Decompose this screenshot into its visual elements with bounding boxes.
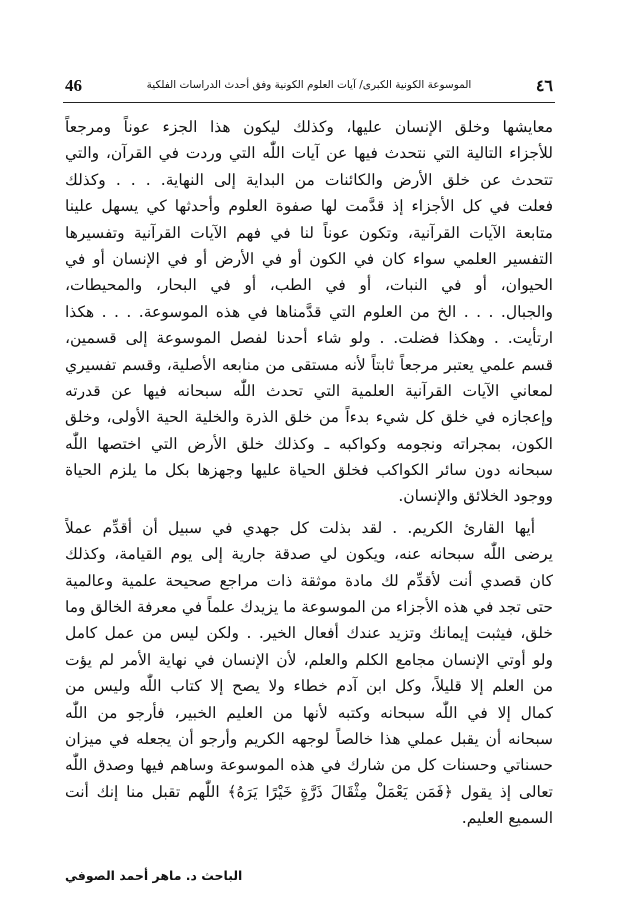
text-line: ووجود الخلائق والإنسان.	[398, 487, 553, 506]
text-line: ولو أوتي الإنسان مجامع الكلم والعلم، لأن الإنسان في نهاية الأمر لم يؤت	[65, 650, 553, 669]
text-line: والجبال. . . . الخ من العلوم التي قدَّمناها في هذه الموسوعة. . . . هكذا	[65, 302, 553, 321]
paragraph	[65, 114, 553, 510]
text-line: لمعاني الآيات القرآنية العلمية التي تحدث اللّٰه سبحانه فيها عن قدرته	[65, 381, 553, 400]
text-line: الكون، بمجراته ونجومه وكواكبه ـ وكذلك خلق الأرض التي اختصها اللّٰه	[65, 434, 553, 453]
text-line: حسناتي وحسنات كل من شارك في هذه الموسوعة وساهم فيها وصدق اللّٰه	[65, 756, 553, 775]
text-line: فعلت في كل الأجزاء إذ قدَّمت لها صفوة العلوم وأحدثها كي يسهل علينا	[65, 197, 553, 216]
text-line: تعالى إذ يقول ﴿فَمَن يَعْمَلْ مِثْقَالَ ذَرَّةٍ خَيْرًا يَرَهُ﴾ اللّٰهم تقبل منا إنك أنت	[65, 782, 553, 801]
paragraph	[65, 515, 553, 832]
text-line: قسم علمي يعتبر مرجعاً ثابتاً لأنه مستقى من منابعه الأصلية، وقسم تفسيري	[65, 355, 553, 374]
page-header	[63, 72, 555, 103]
text-line: أيها القارئ الكريم. . لقد بذلت كل جهدي في سبيل أن أقدِّم عملاً	[65, 518, 535, 537]
text-line: ارتأيت. . وهكذا فضلت. . ولو شاء أحدنا لفصل الموسوعة إلى قسمين،	[65, 329, 553, 348]
text-line: سبحانه أن يقبل عملي هذا خالصاً لوجهه الكريم وأرجو أن يجعله في ميزان	[65, 729, 553, 748]
page-body	[65, 114, 553, 832]
text-line: من العلم إلا قليلاً، وكل ابن آدم خطاء ولا يصح إلا كتاب اللّٰه وليس من	[65, 677, 553, 696]
text-line: السميع العليم.	[461, 809, 553, 828]
text-line: يرضى اللّٰه سبحانه عنه، ويكون لي صدقة جارية إلى يوم القيامة، وكذلك	[65, 545, 553, 564]
text-line: تتحدث عن خلق الأرض والكائنات من البداية إلى النهاية. . . . وكذلك	[65, 170, 553, 189]
page-number-arabic: ٤٦	[535, 76, 553, 95]
text-line: حتى تجد في هذه الأجزاء من الموسوعة ما يزيدك علماً في معرفة الخالق وما	[65, 598, 553, 617]
text-line: خلق، فيثبت إيمانك وتزيد عندك أفعال الخير. . ولكن ليس من عمل كامل	[65, 624, 553, 643]
text-line: الحيوان، أو في النبات، أو في الطب، أو في البحار، والمحيطات،	[65, 276, 553, 295]
text-line: متابعة الآيات القرآنية، وتكون عوناً لنا في فهم الآيات القرآنية وتفسيرها	[65, 223, 553, 242]
text-line: سبحانه دون سائر الكواكب فخلق الحياة عليها وجهزها بكل ما يلزم الحياة	[65, 461, 553, 480]
text-line: وإعجازه في خلق كل شيء بدءاً من خلق الذرة والخلية الحية الأولى، وخلق	[65, 408, 553, 427]
text-line: التفسير العلمي سواء كان في الكون أو في الأرض أو في الإنسان أو في	[65, 249, 553, 268]
text-line: معايشها وخلق الإنسان عليها، وكذلك ليكون هذا الجزء عوناً ومرجعاً	[65, 118, 553, 136]
page-number-latin: 46	[65, 76, 82, 95]
running-title: الموسوعة الكونية الكبرى/ آيات العلوم الكونية وفق أحدث الدراسات الفلكية	[146, 79, 472, 91]
text-line: كمال إلا في اللّٰه سبحانه وكتبه لأنها من العليم الخبير، فأرجو من اللّٰه	[65, 703, 553, 722]
author-signature: الباحث د. ماهر أحمد الصوفي	[65, 868, 243, 883]
text-line: كان قصدي أنت لأقدِّم لك مادة موثقة ذات مراجع صحيحة علمية وعالمية	[65, 571, 553, 590]
text-line: للأجزاء التالية التي نتحدث فيها عن آيات اللّٰه التي وردت في القرآن، والتي	[65, 144, 553, 163]
